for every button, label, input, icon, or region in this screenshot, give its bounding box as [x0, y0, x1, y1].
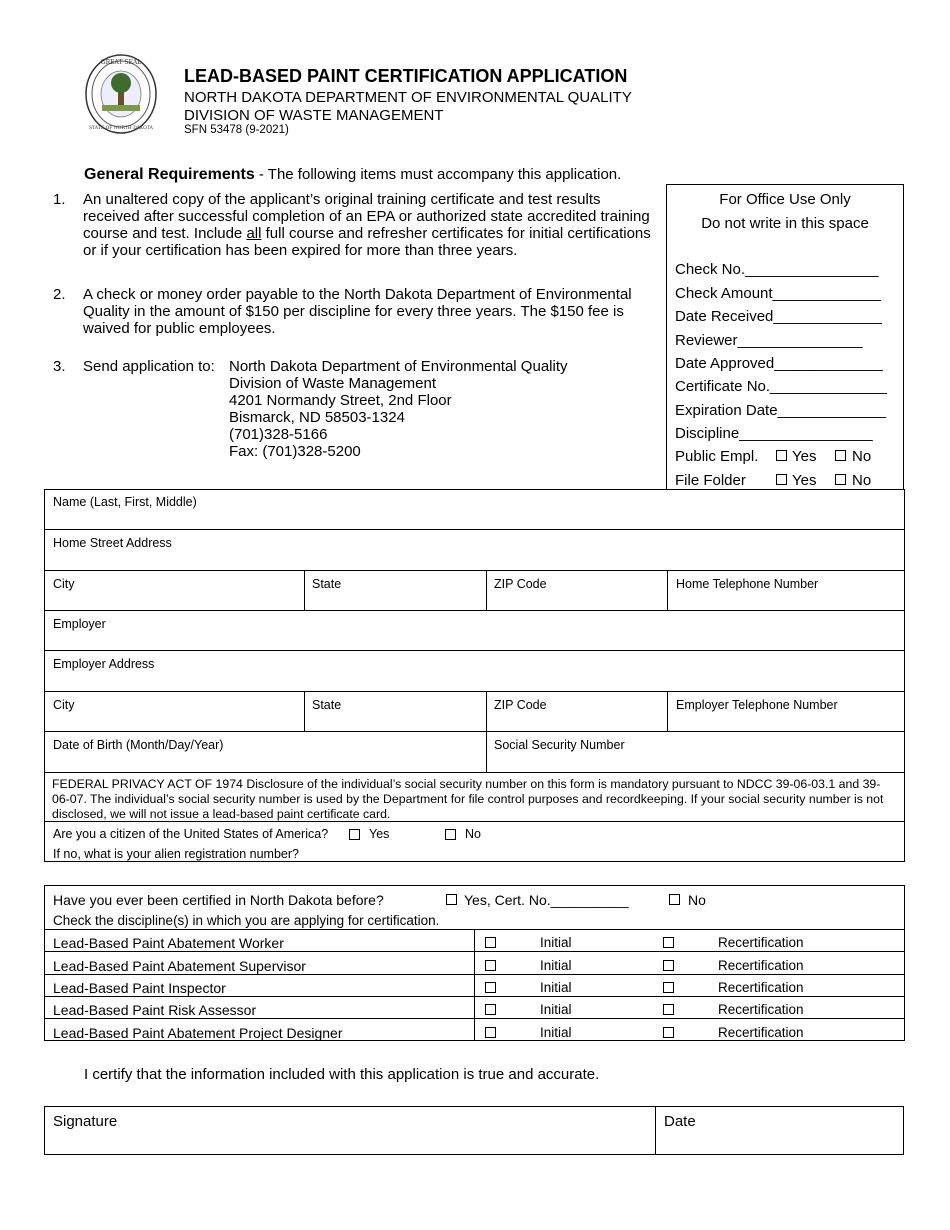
public-empl-no-checkbox	[835, 450, 846, 461]
discipline-label: Lead-Based Paint Abatement Worker	[53, 935, 284, 951]
recertification-label: Recertification	[718, 958, 804, 973]
discipline-label: Lead-Based Paint Abatement Project Designer	[53, 1025, 343, 1041]
discipline-label: Lead-Based Paint Inspector	[53, 980, 226, 996]
employer-phone-field[interactable]: Employer Telephone Number	[676, 698, 838, 712]
recertification-label: Recertification	[718, 1002, 804, 1017]
office-use-title: For Office Use Only	[719, 191, 851, 208]
certify-statement: I certify that the information included with this application is true and accurate.	[84, 1066, 600, 1083]
recertification-checkbox[interactable]	[663, 982, 674, 993]
office-date-approved: Date Approved_____________	[675, 355, 883, 372]
initial-label: Initial	[540, 980, 572, 995]
office-certificate-no: Certificate No.______________	[675, 378, 887, 395]
discipline-instructions: Check the discipline(s) in which you are applying for certification.	[53, 913, 440, 928]
recertification-checkbox[interactable]	[663, 937, 674, 948]
initial-label: Initial	[540, 958, 572, 973]
initial-checkbox[interactable]	[485, 937, 496, 948]
prior-cert-yes-label[interactable]: Yes, Cert. No.__________	[464, 892, 629, 908]
prior-cert-yes-checkbox[interactable]	[446, 894, 457, 905]
discipline-label: Lead-Based Paint Risk Assessor	[53, 1002, 257, 1018]
home-zip-field[interactable]: ZIP Code	[494, 577, 547, 591]
ssn-field[interactable]: Social Security Number	[494, 738, 625, 752]
home-state-field[interactable]: State	[312, 577, 342, 591]
initial-label: Initial	[540, 1002, 572, 1017]
citizen-no-label: No	[465, 827, 481, 841]
employer-field[interactable]: Employer	[53, 617, 106, 631]
initial-checkbox[interactable]	[485, 960, 496, 971]
home-phone-field[interactable]: Home Telephone Number	[676, 577, 819, 591]
discipline-label: Lead-Based Paint Abatement Supervisor	[53, 958, 306, 974]
initial-checkbox[interactable]	[485, 982, 496, 993]
form-title: LEAD-BASED PAINT CERTIFICATION APPLICATION	[184, 66, 628, 86]
prior-certification-question: Have you ever been certified in North Dakota before?	[53, 892, 384, 908]
form-number: SFN 53478 (9-2021)	[184, 124, 289, 136]
seal-top-text: GREAT SEAL	[100, 59, 142, 66]
file-folder-yes-checkbox	[776, 474, 787, 485]
seal-bottom-text: STATE OF NORTH DAKOTA	[89, 126, 153, 131]
office-use-box	[666, 184, 904, 489]
prior-cert-no-checkbox[interactable]	[669, 894, 680, 905]
initial-checkbox[interactable]	[485, 1027, 496, 1038]
office-use-subtitle: Do not write in this space	[701, 215, 869, 232]
recertification-label: Recertification	[718, 1025, 804, 1040]
citizen-no-checkbox[interactable]	[445, 829, 456, 840]
office-reviewer: Reviewer_______________	[675, 332, 863, 349]
office-check-amount: Check Amount_____________	[675, 285, 882, 302]
division-name: DIVISION OF WASTE MANAGEMENT	[184, 107, 444, 124]
office-file-folder: File Folder Yes No	[675, 472, 872, 489]
initial-checkbox[interactable]	[485, 1004, 496, 1015]
citizen-yes-checkbox[interactable]	[349, 829, 360, 840]
citizen-yes-label: Yes	[369, 827, 390, 841]
recertification-checkbox[interactable]	[663, 960, 674, 971]
home-address-field[interactable]: Home Street Address	[53, 536, 172, 550]
recertification-label: Recertification	[718, 935, 804, 950]
signature-field[interactable]: Signature	[53, 1113, 118, 1130]
dob-field[interactable]: Date of Birth (Month/Day/Year)	[53, 738, 224, 752]
initial-label: Initial	[540, 1025, 572, 1040]
recertification-checkbox[interactable]	[663, 1004, 674, 1015]
name-field[interactable]: Name (Last, First, Middle)	[53, 495, 197, 509]
office-expiration-date: Expiration Date_____________	[675, 402, 887, 419]
office-date-received: Date Received_____________	[675, 308, 882, 325]
date-field[interactable]: Date	[664, 1113, 696, 1130]
department-name: NORTH DAKOTA DEPARTMENT OF ENVIRONMENTAL QUALITY	[184, 89, 632, 106]
citizen-question: Are you a citizen of the United States of America?	[53, 827, 329, 841]
state-seal-logo	[84, 53, 158, 135]
prior-cert-no-label: No	[688, 892, 706, 908]
requirement-item-3: 3. Send application to: North Dakota Department of Environmental Quality Division of Waste Management 4201 Normandy Street, 2nd Floor Bismarck, ND 58503-1324 (701)328-5166 Fax: (701)328-5200	[53, 358, 568, 460]
employer-state-field[interactable]: State	[312, 698, 342, 712]
privacy-notice: FEDERAL PRIVACY ACT OF 1974 Disclosure of the individual’s social security number on this form is mandatory pursuant to NDCC 39-06-03.1 and 39-06-07. The individual’s social security number is used by the Department for file control purposes and recordkeeping. If your social security number is not disclosed, we will not issue a lead-based paint certificate card.	[52, 777, 884, 821]
recertification-checkbox[interactable]	[663, 1027, 674, 1038]
alien-registration-field[interactable]: If no, what is your alien registration number?	[53, 847, 299, 861]
office-discipline: Discipline________________	[675, 425, 873, 442]
employer-zip-field[interactable]: ZIP Code	[494, 698, 547, 712]
office-public-empl: Public Empl. Yes No	[675, 448, 872, 465]
signature-block	[44, 1106, 904, 1155]
file-folder-no-checkbox	[835, 474, 846, 485]
employer-city-field[interactable]: City	[53, 698, 75, 712]
employer-address-field[interactable]: Employer Address	[53, 657, 155, 671]
recertification-label: Recertification	[718, 980, 804, 995]
public-empl-yes-checkbox	[776, 450, 787, 461]
requirements-heading: General Requirements - The following items must accompany this application.	[84, 166, 622, 183]
office-check-no: Check No.________________	[675, 261, 879, 278]
initial-label: Initial	[540, 935, 572, 950]
home-city-field[interactable]: City	[53, 577, 75, 591]
